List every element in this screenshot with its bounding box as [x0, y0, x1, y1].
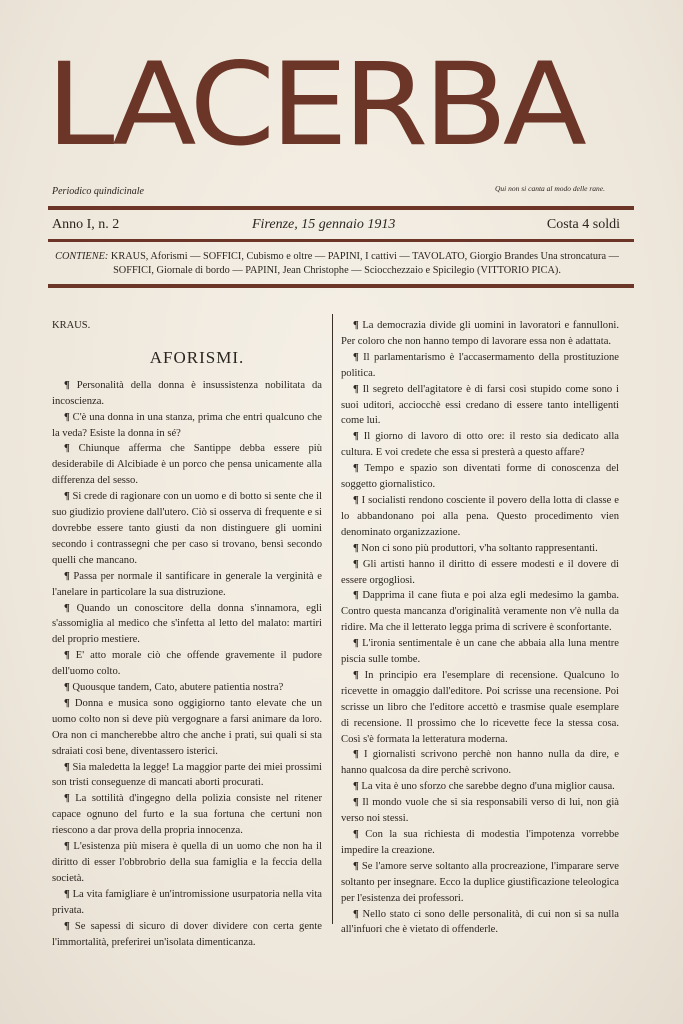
issue-date: Firenze, 15 gennaio 1913: [252, 217, 396, 232]
aphorism: [341, 541, 619, 557]
aphorism: [52, 601, 322, 649]
pilcrow-icon: ¶: [64, 761, 73, 773]
aphorism-text: Il segreto dell'agitatore è di farsi così stupido come sono i suoi uditori, acciocchè essi credano di essere tanto intelligenti come lui.: [341, 383, 620, 427]
aphorism-text: Se sapessi di sicuro di dover dividere con certa gente l'immortalità, preferirei un'isolata dimenticanza.: [52, 920, 322, 948]
aphorism-text: I socialisti rendono cosciente il povero della lotta di classe e lo abbandonano poi alla pena. Questo procedimento vien denominato organizzazione.: [341, 494, 619, 538]
pilcrow-icon: ¶: [353, 463, 365, 475]
pilcrow-icon: ¶: [353, 908, 363, 920]
aphorism-text: L'ironia sentimentale è un cane che abbaia alla luna mentre piscia sulle tombe.: [341, 638, 619, 666]
aphorism-text: Con la sua richiesta di modestia l'impotenza vorrebbe impedire la creazione.: [341, 829, 619, 856]
pilcrow-icon: ¶: [64, 491, 73, 503]
aphorism: [341, 557, 619, 589]
aphorism-text: In principio era l'esemplare di recensione. Qualcuno lo ricevette in omaggio dall'editore. Poi scrisse una recensione. Poi scrisse un libro che l'editore accettò e trasmise quale esemplare di recensione. Il prossimo che lo ricevette fece la stessa cosa. Così s'è formata la letteratura moderna.: [341, 669, 619, 745]
left-aphorisms: [52, 378, 322, 951]
aphorism: [341, 827, 619, 859]
aphorism: [52, 410, 322, 442]
pilcrow-icon: ¶: [353, 494, 362, 506]
aphorism: [52, 919, 322, 951]
contents-label: CONTIENE:: [55, 251, 109, 262]
pilcrow-icon: ¶: [353, 542, 362, 554]
motto: Qui non si canta al modo delle rane.: [495, 184, 605, 193]
pilcrow-icon: ¶: [64, 411, 73, 423]
issue-rule: [48, 239, 634, 242]
pilcrow-icon: ¶: [353, 638, 363, 650]
aphorism: [52, 441, 322, 489]
aphorism-text: Il mondo vuole che si sia responsabili verso di lui, non già verso noi stessi.: [341, 797, 619, 825]
pilcrow-icon: ¶: [353, 383, 363, 395]
aphorism: [341, 668, 619, 748]
aphorism: [52, 489, 322, 569]
aphorism-text: La democrazia divide gli uomini in lavoratori e fannulloni. Per coloro che non hanno tempo di lavorare essa non è adattata.: [341, 320, 619, 347]
aphorism-text: La sottilità d'ingegno della polizia consiste nel ritener capace ognuno del furto e la sua fortuna che certuni non riescono a dar prova della propria innocenza.: [52, 793, 322, 837]
aphorism: [341, 429, 619, 461]
pilcrow-icon: ¶: [353, 829, 366, 840]
pilcrow-icon: ¶: [64, 379, 77, 391]
contents-text: KRAUS, Aforismi — SOFFICI, Cubismo e oltre — PAPINI, I cattivi — TAVOLATO, Giorgio Brandes Una stroncatura — SOFFICI, Giornale di bordo — PAPINI, Jean Christophe — Sciocchezzaio e Spicilegio (VITTORIO PICA).: [110, 251, 619, 276]
aphorism-text: Chiunque afferma che Santippe debba essere più desiderabile di Alcibiade è un porco che pensa unicamente alla differenza del sesso.: [52, 443, 322, 487]
aphorism: [341, 636, 619, 668]
pilcrow-icon: ¶: [353, 781, 362, 793]
aphorism-text: Sia maledetta la legge! La maggior parte dei miei prossimi son tristi conseguenze di mancati aborti procurati.: [52, 761, 323, 789]
aphorism-text: Quousque tandem, Cato, abutere patientia nostra?: [72, 682, 284, 694]
aphorism-text: Passa per normale il santificare in generale la verginità e l'anelare in particolare la sua distruzione.: [52, 570, 322, 598]
pilcrow-icon: ¶: [64, 682, 73, 694]
aphorism-text: Gli artisti hanno il diritto di essere modesti e il dovere di essere orgogliosi.: [341, 558, 619, 586]
aphorism: [341, 795, 619, 827]
aphorism-text: La vita famigliare è un'intromissione usurpatoria nella vita privata.: [52, 888, 322, 916]
aphorism-text: Tempo e spazio son diventati forme di conoscenza del soggetto giornalistico.: [341, 463, 619, 491]
aphorism-text: La vita è uno sforzo che sarebbe degno d'una miglior causa.: [361, 781, 615, 793]
aphorism-text: E' atto morale ciò che offende gravemente il pudore dell'uomo colto.: [52, 650, 322, 678]
aphorism: [52, 791, 322, 839]
aphorism: [341, 747, 619, 779]
aphorism-text: Donna e musica sono oggigiorno tanto elevate che un uomo colto non si deve più vergognare a farsi animare da loro. Ora non ci mancherebbe altro che anche i prati, sui quali si sta sdraiati così bene, diventassero isterici.: [52, 697, 322, 757]
pilcrow-icon: ¶: [353, 797, 363, 809]
issue-price: Costa 4 soldi: [546, 217, 620, 232]
aphorism-text: I giornalisti scrivono perchè non hanno nulla da dire, e hanno qualcosa da dire perchè scrivono.: [341, 749, 619, 777]
aphorism: [341, 588, 619, 636]
aphorism: [341, 318, 619, 350]
aphorism: [52, 680, 322, 696]
aphorism: [341, 461, 619, 493]
column-divider: [332, 314, 333, 924]
aphorism-text: C'è una donna in una stanza, prima che entri qualcuno che la veda? Esiste la donna in sé?: [52, 411, 322, 439]
pilcrow-icon: ¶: [64, 793, 76, 805]
aphorism: [52, 696, 322, 760]
periodicity-label: Periodico quindicinale: [52, 186, 144, 197]
issue-number: Anno I, n. 2: [52, 217, 120, 232]
pilcrow-icon: ¶: [64, 602, 77, 614]
pilcrow-icon: ¶: [353, 320, 363, 331]
aphorism: [341, 907, 619, 939]
table-of-contents: [52, 250, 622, 278]
aphorism: [52, 760, 322, 792]
pilcrow-icon: ¶: [353, 860, 362, 872]
issue-info-row: [52, 217, 620, 235]
aphorism: [341, 493, 619, 541]
aphorism: [52, 648, 322, 680]
aphorism-text: Non ci sono più produttori, v'ha soltanto rappresentanti.: [361, 542, 598, 554]
contents-rule: [48, 284, 634, 288]
pilcrow-icon: ¶: [353, 749, 364, 761]
aphorism: [52, 887, 322, 919]
pilcrow-icon: ¶: [353, 590, 363, 602]
aphorism: [52, 839, 322, 887]
aphorism-text: Personalità della donna è insussistenza nobilitata da incoscienza.: [52, 379, 323, 407]
aphorism-text: Si crede di ragionare con un uomo e di botto si sente che il suo giudizio proviene dall'utero. Ciò si osserva di frequente e si dovrebbe essere tanto giusti da non distinguere gli uomini secondo i contrassegni che per caso si trovano, bensì secondo quelli che mancano.: [52, 491, 323, 566]
pilcrow-icon: ¶: [64, 697, 75, 709]
right-column: [341, 318, 619, 938]
article-title: AFORISMI.: [149, 347, 245, 367]
aphorism: [52, 378, 322, 410]
left-column: [52, 318, 322, 950]
article-author: KRAUS.: [52, 320, 91, 331]
pilcrow-icon: ¶: [353, 431, 364, 443]
pilcrow-icon: ¶: [353, 351, 364, 363]
pilcrow-icon: ¶: [64, 841, 74, 853]
aphorism-text: Quando un conoscitore della donna s'innamora, egli s'assomiglia al medico che s'infetta al letto del malato: martiri del proprio mestiere.: [52, 602, 323, 646]
pilcrow-icon: ¶: [64, 650, 76, 662]
aphorism-text: L'esistenza più misera è quella di un uomo che non ha il diritto di esser l'obbrobrio della sua famiglia e la feccia della società.: [52, 841, 322, 884]
pilcrow-icon: ¶: [64, 443, 79, 455]
aphorism: [341, 382, 619, 430]
pilcrow-icon: ¶: [353, 669, 365, 681]
masthead-title: LACERBA: [46, 38, 582, 172]
aphorism-text: Dapprima il cane fiuta e poi alza egli medesimo la gamba. Contro questa mancanza d'originalità veramente non v'è nulla da ridire. Ma che il letterato legga prima di scrivere è sconfortante.: [341, 590, 619, 634]
right-aphorisms: [341, 318, 619, 938]
pilcrow-icon: ¶: [64, 888, 73, 900]
aphorism: [341, 779, 619, 795]
pilcrow-icon: ¶: [64, 920, 75, 932]
pilcrow-icon: ¶: [353, 558, 363, 570]
masthead-rule-top: [48, 206, 634, 210]
aphorism-text: Il parlamentarismo è l'accasermamento della prostituzione politica.: [341, 351, 619, 379]
pilcrow-icon: ¶: [64, 570, 74, 582]
aphorism-text: Nello stato ci sono delle personalità, di cui non si sa nulla all'infuori che è vietato di offenderle.: [341, 908, 619, 936]
aphorism: [341, 859, 619, 907]
aphorism: [341, 350, 619, 382]
aphorism: [52, 569, 322, 601]
aphorism-text: Il giorno di lavoro di otto ore: il resto sia dedicato alla cultura. E voi credete che essa si presterà a questo affare?: [341, 431, 619, 459]
aphorism-text: Se l'amore serve soltanto alla procreazione, l'imparare serve soltanto per insegnare. Ecco la duplice giustificazione teleologica per l'esistenza dei professori.: [341, 860, 619, 904]
